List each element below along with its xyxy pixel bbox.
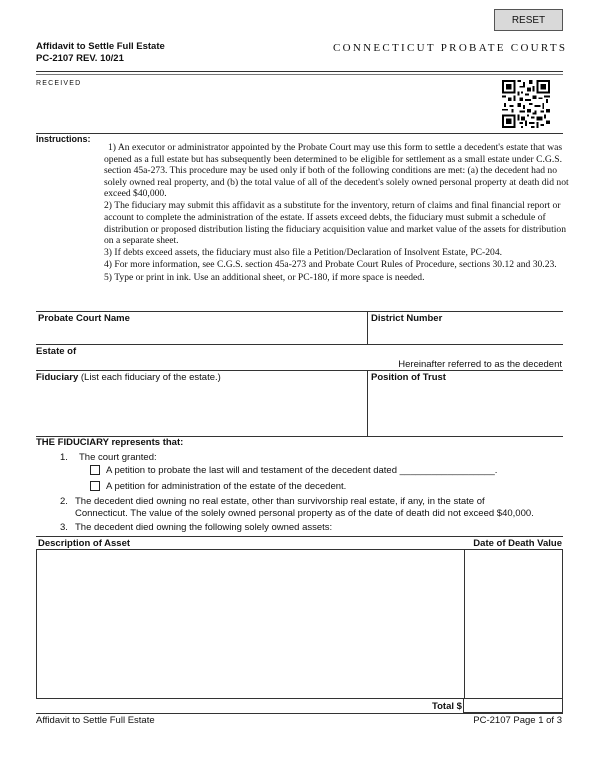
instruction-item: 1) An executor or administrator appointed by the Probate Court may use this form to settle a decedent's estate that was opened as a full estate but has subsequently been determined to be eligible for settlement as a small estate under C.G.S. section 45a-273. This procedure may be used only if both of the following conditions are met: (a) the decedent had no solely owned real property, and (b) the total value of all of the decedent's solely owned personal property at death did not exceed $40,000. <box>104 142 569 200</box>
item-2-number: 2. <box>60 496 68 507</box>
item-1-text: The court granted: <box>79 452 157 463</box>
court-name-heading: CONNECTICUT PROBATE COURTS <box>333 42 568 54</box>
instructions-top-divider <box>36 133 563 134</box>
footer-page-number: PC-2107 Page 1 of 3 <box>473 715 562 726</box>
asset-value-field[interactable] <box>466 551 561 697</box>
footer-form-title: Affidavit to Settle Full Estate <box>36 715 155 726</box>
qr-code-icon <box>502 80 550 128</box>
estate-row-bottom <box>36 370 563 371</box>
position-of-trust-field[interactable] <box>371 385 561 433</box>
fiduciary-hint: (List each fiduciary of the estate.) <box>80 372 221 383</box>
fiduciary-label-row <box>36 372 221 383</box>
assets-table-body <box>36 549 563 699</box>
administration-petition-checkbox[interactable] <box>90 481 100 491</box>
reset-button[interactable]: RESET <box>494 9 563 31</box>
court-district-divider <box>367 311 368 344</box>
assets-table-top <box>36 536 563 537</box>
item-2-line-1: The decedent died owning no real estate, other than survivorship real estate, if any, in the state of <box>75 496 485 507</box>
administration-petition-label: A petition for administration of the estate of the decedent. <box>106 481 347 492</box>
item-3-text: The decedent died owning the following solely owned assets: <box>75 522 333 533</box>
fields-top-border <box>36 311 563 312</box>
footer-divider <box>36 713 563 714</box>
total-label: Total $ <box>432 701 462 712</box>
will-petition-label: A petition to probate the last will and testament of the decedent dated __________________. <box>106 465 498 476</box>
assets-column-divider <box>464 550 465 698</box>
position-of-trust-label: Position of Trust <box>371 372 446 383</box>
form-number: PC-2107 REV. 10/21 <box>36 53 124 64</box>
fiduciary-position-divider <box>367 370 368 436</box>
decedent-note: Hereinafter referred to as the decedent <box>398 359 562 370</box>
probate-court-name-label: Probate Court Name <box>38 313 130 324</box>
item-1-number: 1. <box>60 452 68 463</box>
instruction-item: 3) If debts exceed assets, the fiduciary must also file a Petition/Declaration of Insolvent Estate, PC-204. <box>104 247 503 259</box>
district-number-field[interactable] <box>371 325 561 341</box>
instruction-item: 5) Type or print in ink. Use an additional sheet, or PC-180, if more space is needed. <box>104 271 425 283</box>
court-row-bottom <box>36 344 563 345</box>
item-2-line-2: Connecticut. The value of the solely owned personal property as of the date of death did not exceed $40,000. <box>75 508 534 519</box>
instructions-label: Instructions: <box>36 134 91 144</box>
header-divider-thin <box>36 74 563 75</box>
instructions-list <box>104 142 570 283</box>
fiduciary-field[interactable] <box>38 385 364 433</box>
instruction-item: 4) For more information, see C.G.S. section 45a-273 and Probate Court Rules of Procedure, sections 30.12 and 30.23. <box>104 259 557 271</box>
will-petition-checkbox[interactable] <box>90 465 100 475</box>
district-number-label: District Number <box>371 313 443 324</box>
estate-of-label: Estate of <box>36 346 77 357</box>
total-field[interactable] <box>463 699 563 713</box>
probate-court-name-field[interactable] <box>38 325 364 341</box>
fiduciary-label: Fiduciary <box>36 372 79 383</box>
instruction-item: 2) The fiduciary may submit this affidavit as a substitute for the inventory, return of claims and final financial report or account to complete the administration of the estate. If assets exceed debts, the fiduciary must submit a schedule of distribution or proposed distribution listing the fiduciary acquisition value and market value of the assets for distribution on a separate sheet. <box>104 200 567 247</box>
asset-description-field[interactable] <box>38 551 462 697</box>
item-3-number: 3. <box>60 522 68 533</box>
form-title: Affidavit to Settle Full Estate <box>36 41 165 52</box>
col-value-header: Date of Death Value <box>473 538 562 549</box>
estate-of-field[interactable] <box>38 357 378 371</box>
received-label: RECEIVED <box>36 80 82 87</box>
header-divider <box>36 71 563 72</box>
represents-heading: THE FIDUCIARY represents that: <box>36 437 184 448</box>
col-description-header: Description of Asset <box>38 538 131 549</box>
